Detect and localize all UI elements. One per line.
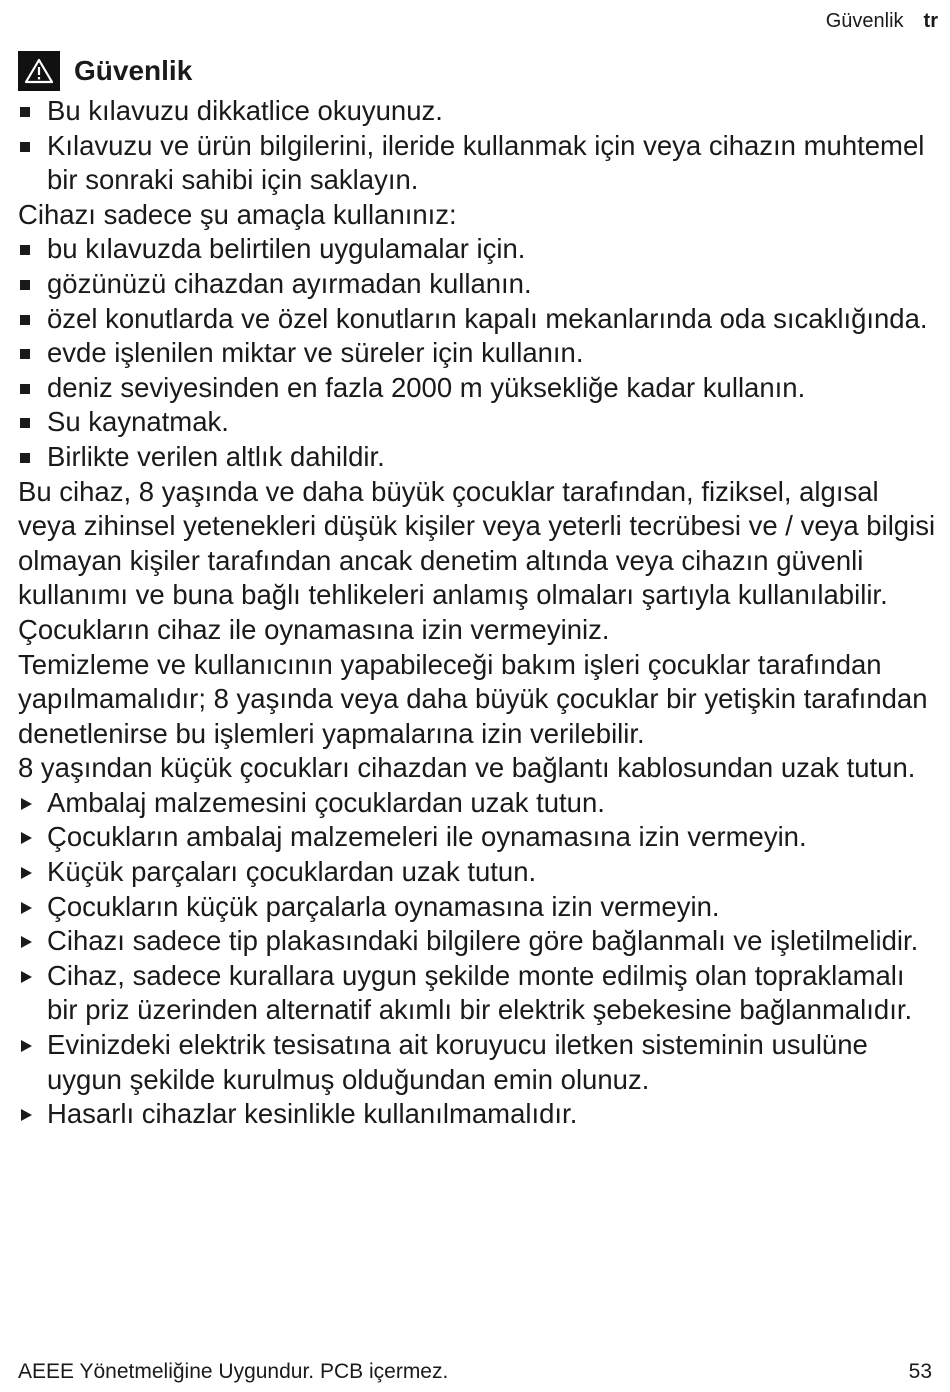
action-item: Ambalaj malzemesini çocuklardan uzak tutun. — [18, 786, 938, 821]
list-item: Birlikte verilen altlık dahildir. — [18, 440, 938, 475]
triangle-bullet-icon — [21, 971, 32, 983]
page-number: 53 — [908, 1360, 932, 1383]
header-language: tr — [923, 10, 938, 32]
action-item: Çocukların ambalaj malzemeleri ile oynamasına izin vermeyin. — [18, 820, 938, 855]
triangle-bullet-icon — [21, 798, 32, 810]
heading-title: Güvenlik — [74, 54, 193, 86]
action-item: Küçük parçaları çocuklardan uzak tutun. — [18, 855, 938, 890]
header-section: Güvenlik — [825, 10, 904, 32]
triangle-bullet-icon — [21, 832, 32, 844]
square-bullet-icon — [20, 245, 30, 255]
triangle-bullet-icon — [21, 1040, 32, 1052]
list-item: bu kılavuzda belirtilen uygulamalar için. — [18, 232, 938, 267]
square-bullet-icon — [20, 453, 30, 463]
paragraph: Bu cihaz, 8 yaşında ve daha büyük çocuklar tarafından, fiziksel, algısal veya zihinsel yetenekleri düşük kişiler veya yeterli tecrübesi ve / veya bilgisi olmayan kişiler tarafından ancak denetim altında veya cihazın güvenli kullanımı ve buna bağlı tehlikeleri anlamış olmaları şartıyla kullanılabilir. — [18, 475, 936, 611]
triangle-bullet-icon — [21, 902, 32, 914]
square-bullet-icon — [20, 280, 30, 290]
list-item: Kılavuzu ve ürün bilgilerini, ileride kullanmak için veya cihazın muhtemel bir sonraki sahibi için saklayın. — [18, 129, 938, 198]
list-item: gözünüzü cihazdan ayırmadan kullanın. — [18, 267, 938, 302]
square-bullet-icon — [20, 349, 30, 359]
list-item: evde işlenilen miktar ve süreler için kullanın. — [18, 336, 938, 371]
square-bullet-icon — [20, 107, 30, 117]
warning-icon — [18, 51, 60, 91]
action-item: Cihazı sadece tip plakasındaki bilgilere göre bağlanmalı ve işletilmelidir. — [18, 924, 938, 959]
paragraph: 8 yaşından küçük çocukları cihazdan ve bağlantı kablosundan uzak tutun. — [18, 752, 916, 784]
page-content — [18, 48, 938, 1132]
action-item: Evinizdeki elektrik tesisatına ait koruyucu iletken sisteminin usulüne uygun şekilde kurulmuş olduğundan emin olunuz. — [18, 1028, 938, 1097]
paragraph: Çocukların cihaz ile oynamasına izin vermeyiniz. — [18, 613, 610, 645]
triangle-bullet-icon — [21, 936, 32, 948]
square-bullet-icon — [20, 384, 30, 394]
footer-note: AEEE Yönetmeliğine Uygundur. PCB içermez. — [18, 1360, 449, 1383]
list-item: Su kaynatmak. — [18, 405, 938, 440]
section-heading — [18, 48, 938, 94]
list-item: deniz seviyesinden en fazla 2000 m yüksekliğe kadar kullanın. — [18, 371, 938, 406]
list-item: özel konutlarda ve özel konutların kapalı mekanlarında oda sıcaklığında. — [18, 302, 938, 337]
usage-intro: Cihazı sadece şu amaçla kullanınız: — [18, 198, 457, 230]
triangle-bullet-icon — [21, 1109, 32, 1121]
square-bullet-icon — [20, 315, 30, 325]
page-footer — [18, 1358, 932, 1386]
square-bullet-icon — [20, 142, 30, 152]
running-header — [826, 8, 938, 34]
square-bullet-icon — [20, 418, 30, 428]
paragraph: Temizleme ve kullanıcının yapabileceği bakım işleri çocuklar tarafından yapılmamalıdır; 8 yaşında veya daha büyük çocuklar bir yetişkin tarafından denetlenirse bu işlemleri yapmalarına izin verilebilir. — [18, 648, 928, 749]
action-item: Hasarlı cihazlar kesinlikle kullanılmamalıdır. — [18, 1097, 938, 1132]
action-item: Cihaz, sadece kurallara uygun şekilde monte edilmiş olan topraklamalı bir priz üzerinden alternatif akımlı bir elektrik şebekesine bağlanmalıdır. — [18, 959, 938, 1028]
action-item: Çocukların küçük parçalarla oynamasına izin vermeyin. — [18, 890, 938, 925]
triangle-bullet-icon — [21, 867, 32, 879]
list-item: Bu kılavuzu dikkatlice okuyunuz. — [18, 94, 938, 129]
